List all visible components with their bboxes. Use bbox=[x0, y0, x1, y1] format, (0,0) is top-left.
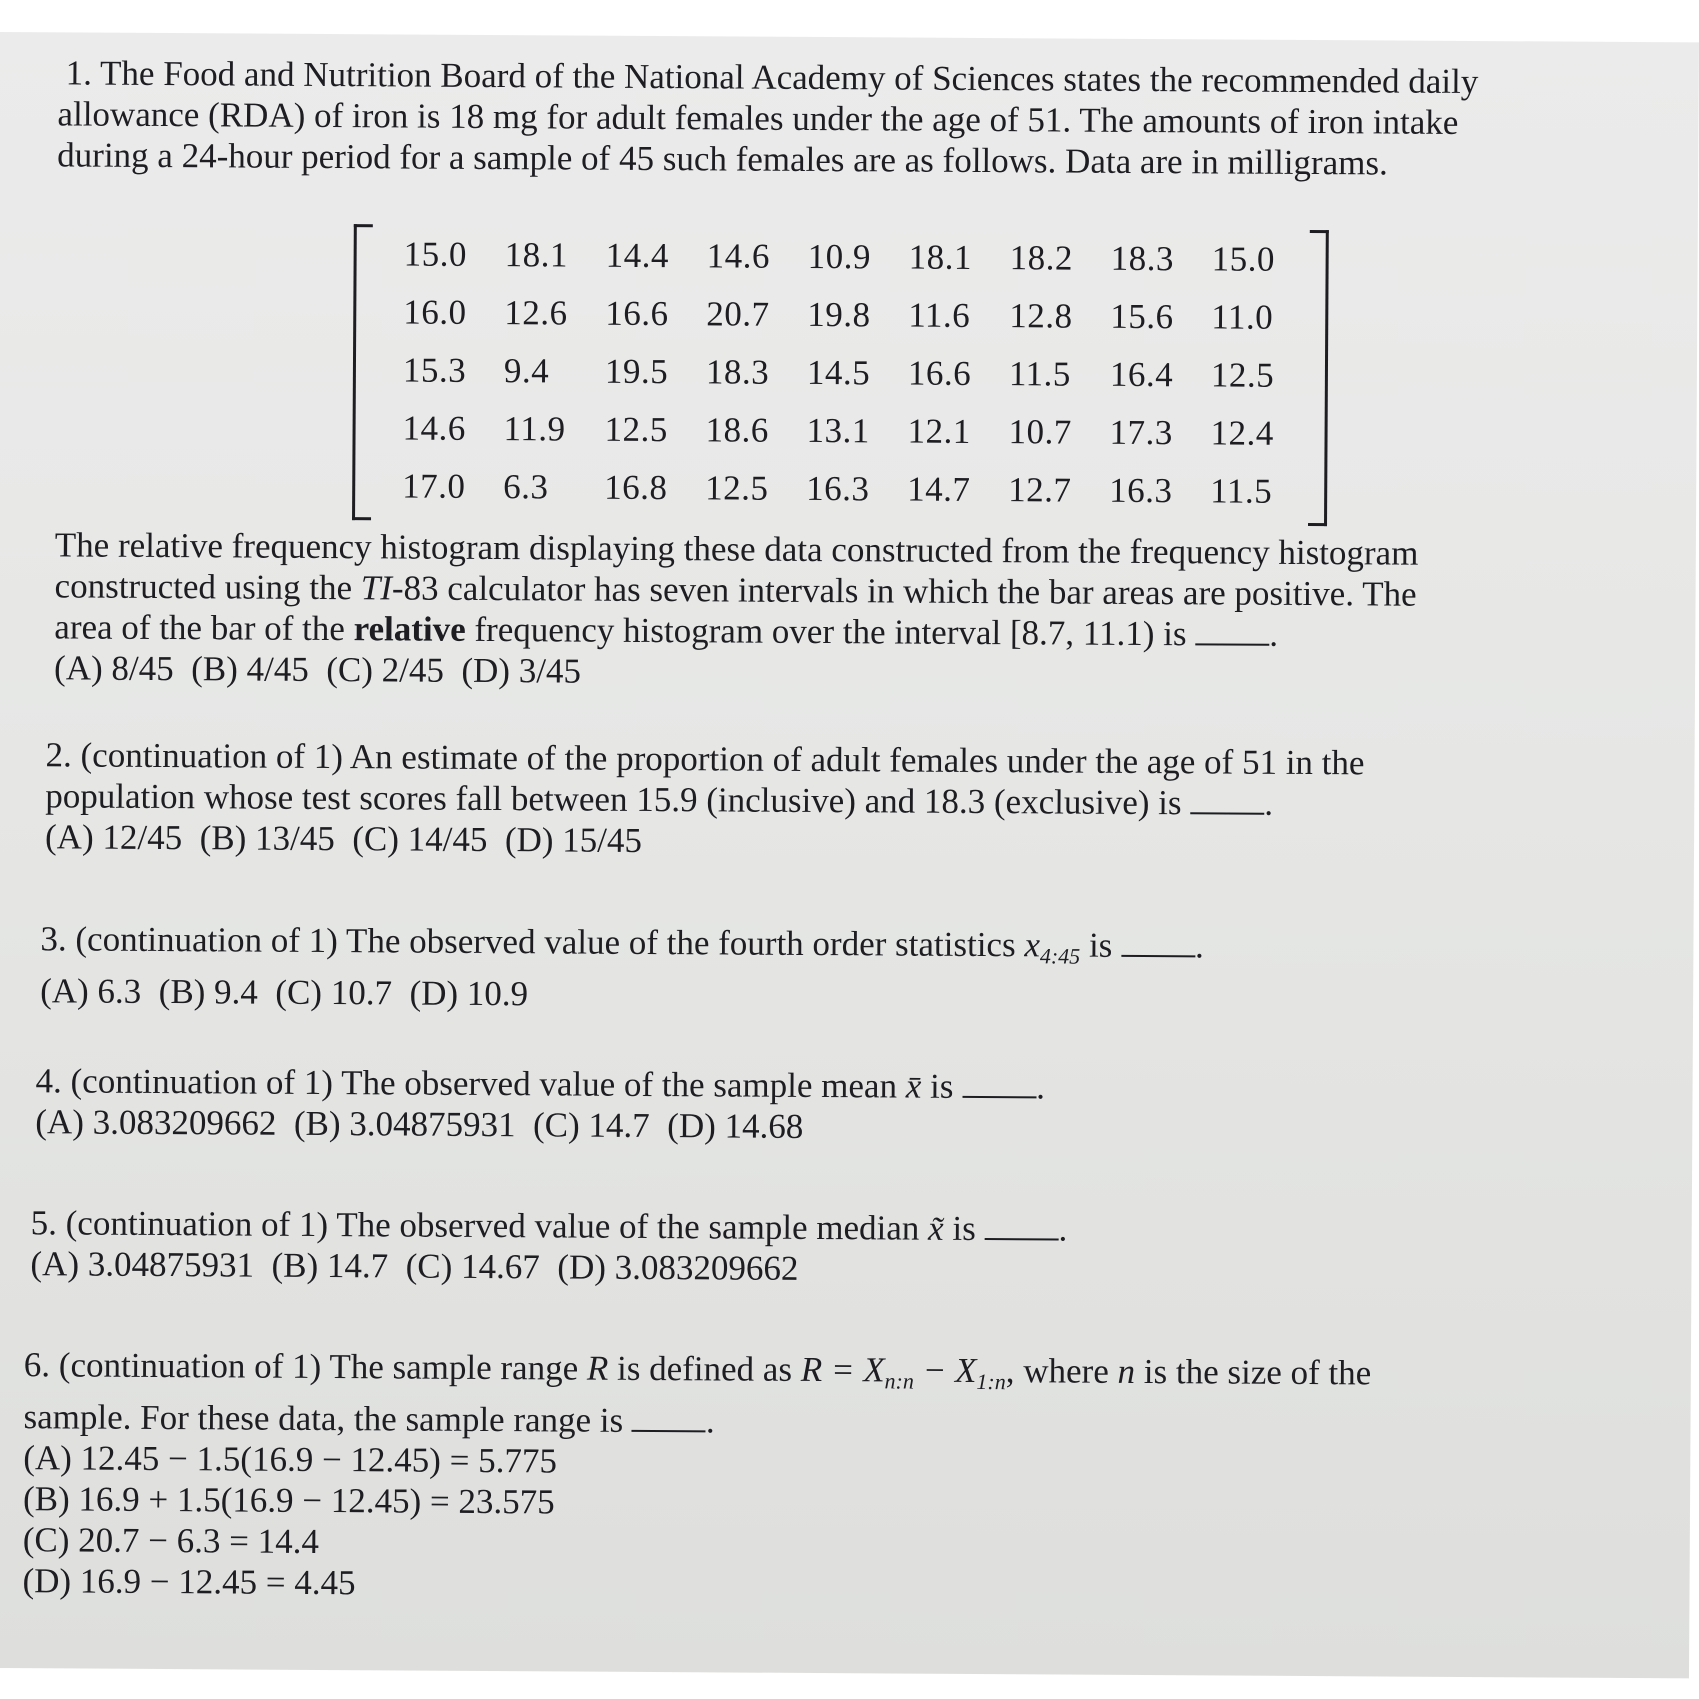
matrix-cell: 16.4 bbox=[1109, 354, 1174, 395]
matrix-left-bracket bbox=[352, 224, 373, 520]
q3-text-1b: is bbox=[1080, 925, 1113, 965]
q1-after-2b: -83 calculator has seven intervals in which the bar areas are positive. The bbox=[391, 568, 1417, 614]
matrix-cell: 12.5 bbox=[604, 409, 668, 450]
q6-text-1c: , where bbox=[1005, 1351, 1118, 1391]
q6-formula-minus: − X bbox=[913, 1350, 977, 1390]
matrix-cell: 16.3 bbox=[1109, 470, 1173, 511]
q4-variable: x̄ bbox=[905, 1066, 922, 1106]
q6-answer-blank bbox=[632, 1402, 706, 1432]
q1-after-3b: frequency histogram over the interval [8.7, 11.1) is bbox=[465, 609, 1187, 654]
q3-text-1a: 3. (continuation of 1) The observed value of the fourth order statistics bbox=[40, 919, 1025, 965]
matrix-cell: 10.9 bbox=[807, 236, 872, 277]
q3-subscript: 4:45 bbox=[1039, 943, 1081, 969]
matrix-cell: 18.1 bbox=[504, 235, 569, 275]
data-matrix bbox=[352, 224, 1329, 520]
q1-after-2a: constructed using the bbox=[54, 566, 361, 608]
matrix-cell: 15.0 bbox=[403, 234, 468, 274]
q1-line-2: allowance (RDA) of iron is 18 mg for adult females under the age of 51. The amounts of iron intake bbox=[57, 94, 1459, 142]
matrix-cell: 12.1 bbox=[907, 411, 971, 451]
q6-option-a: (A) 12.45 − 1.5(16.9 − 12.45) = 5.775 bbox=[23, 1438, 558, 1481]
q1-line-3: during a 24-hour period for a sample of 45 such females are as follows. Data are in milligrams. bbox=[57, 135, 1388, 183]
q6-subscript-1: n:n bbox=[884, 1368, 914, 1394]
q2-answer-blank bbox=[1190, 784, 1264, 814]
q3-options: (A) 6.3 (B) 9.4 (C) 10.7 (D) 10.9 bbox=[40, 971, 529, 1014]
q1-after-1: The relative frequency histogram displaying these data constructed from the frequency histogram bbox=[54, 525, 1419, 573]
q4-answer-blank bbox=[962, 1068, 1036, 1098]
matrix-cell: 12.7 bbox=[1008, 470, 1072, 510]
q6-var-R: R bbox=[586, 1348, 609, 1388]
matrix-cell: 16.3 bbox=[806, 468, 870, 509]
q1-answer-blank bbox=[1195, 615, 1269, 645]
matrix-cell: 12.4 bbox=[1210, 413, 1274, 453]
q4-line-1: 4. (continuation of 1) The observed value of the sample mean x̄ is . bbox=[35, 1061, 1046, 1107]
matrix-cell: 10.7 bbox=[1008, 412, 1072, 452]
matrix-cell: 14.4 bbox=[605, 235, 670, 276]
question-4 bbox=[35, 1060, 1615, 1152]
q5-variable: x̃ bbox=[928, 1208, 944, 1248]
worksheet-page bbox=[0, 32, 1699, 1678]
matrix-cell: 14.6 bbox=[706, 236, 771, 276]
q1-text-1: The Food and Nutrition Board of the National Academy of Sciences states the recommended daily bbox=[100, 53, 1479, 102]
matrix-cell: 11.0 bbox=[1211, 297, 1274, 337]
matrix-cell: 11.9 bbox=[503, 409, 566, 449]
q1-after-3a: area of the bar of the bbox=[54, 607, 354, 649]
q6-text-1d: is the size of the bbox=[1134, 1351, 1372, 1393]
matrix-cell: 18.3 bbox=[1110, 238, 1175, 279]
matrix-cell: 13.1 bbox=[806, 410, 870, 451]
q2-line-1: 2. (continuation of 1) An estimate of the proportion of adult females under the age of 51 in the bbox=[45, 735, 1365, 783]
matrix-cell: 17.3 bbox=[1109, 412, 1173, 453]
matrix-cell: 11.6 bbox=[908, 295, 971, 335]
matrix-cell: 16.6 bbox=[605, 293, 669, 334]
q6-text-2: sample. For these data, the sample range is bbox=[23, 1397, 624, 1440]
question-5 bbox=[30, 1202, 1610, 1294]
question-3 bbox=[40, 918, 1621, 1021]
matrix-cell: 19.5 bbox=[604, 351, 669, 392]
matrix-cell: 11.5 bbox=[1008, 354, 1072, 394]
matrix-cell: 16.6 bbox=[907, 353, 972, 393]
q2-text-2: population whose test scores fall between 15.9 (inclusive) and 18.3 (exclusive) is bbox=[45, 776, 1182, 823]
question-6 bbox=[22, 1344, 1624, 1611]
q6-subscript-2: 1:n bbox=[976, 1368, 1006, 1395]
q5-text-1b: is bbox=[943, 1208, 976, 1248]
matrix-cell: 15.6 bbox=[1110, 296, 1174, 337]
matrix-cell: 20.7 bbox=[706, 294, 770, 334]
q4-text-1a: 4. (continuation of 1) The observed value of the sample mean bbox=[35, 1061, 906, 1106]
matrix-cell: 12.5 bbox=[1210, 355, 1275, 395]
q5-line-1: 5. (continuation of 1) The observed value of the sample median x̃ is . bbox=[30, 1203, 1068, 1249]
matrix-cell: 14.7 bbox=[907, 469, 971, 509]
q2-line-2: population whose test scores fall between 15.9 (inclusive) and 18.3 (exclusive) is . bbox=[45, 776, 1274, 823]
matrix-cell: 12.8 bbox=[1009, 296, 1073, 336]
q5-answer-blank bbox=[984, 1210, 1058, 1240]
matrix-grid bbox=[402, 234, 1313, 530]
q6-var-n: n bbox=[1117, 1351, 1136, 1391]
q6-option-d: (D) 16.9 − 12.45 = 4.45 bbox=[22, 1561, 356, 1603]
matrix-cell: 18.1 bbox=[908, 237, 973, 277]
q1-bold-relative: relative bbox=[353, 609, 466, 649]
question-2 bbox=[45, 734, 1626, 867]
matrix-cell: 11.5 bbox=[1210, 471, 1273, 511]
q2-options: (A) 12/45 (B) 13/45 (C) 14/45 (D) 15/45 bbox=[44, 817, 643, 860]
matrix-cell: 18.6 bbox=[705, 410, 769, 450]
q6-text-1b: is defined as bbox=[608, 1348, 801, 1389]
q1-ti-label: TI bbox=[360, 568, 393, 608]
q6-formula: R = X bbox=[800, 1349, 885, 1390]
q6-text-1a: 6. (continuation of 1) The sample range bbox=[23, 1345, 588, 1388]
matrix-cell: 16.8 bbox=[604, 467, 668, 508]
q3-variable: x bbox=[1024, 925, 1041, 965]
matrix-cell: 16.0 bbox=[403, 292, 467, 332]
q1-number: 1. bbox=[65, 53, 93, 93]
q1-after-3: area of the bar of the relative frequency histogram over the interval [8.7, 11.1) is . bbox=[54, 607, 1279, 654]
matrix-cell: 12.5 bbox=[705, 468, 769, 508]
matrix-cell: 9.4 bbox=[503, 351, 550, 391]
matrix-cell: 17.0 bbox=[402, 466, 466, 506]
q6-option-b: (B) 16.9 + 1.5(16.9 − 12.45) = 23.575 bbox=[22, 1479, 555, 1522]
q3-line-1: 3. (continuation of 1) The observed value of the fourth order statistics $x_{4:45}$ is . bbox=[40, 919, 1204, 969]
matrix-cell: 15.3 bbox=[402, 350, 467, 390]
q5-text-1a: 5. (continuation of 1) The observed value of the sample median bbox=[30, 1203, 929, 1248]
q4-options: (A) 3.083209662 (B) 3.04875931 (C) 14.7 (D) 14.68 bbox=[35, 1102, 804, 1146]
q6-option-c: (C) 20.7 − 6.3 = 14.4 bbox=[22, 1520, 320, 1561]
q5-options: (A) 3.04875931 (B) 14.7 (C) 14.67 (D) 3.083209662 bbox=[30, 1244, 799, 1288]
q4-text-1b: is bbox=[921, 1066, 954, 1106]
matrix-cell: 19.8 bbox=[807, 294, 871, 335]
q3-answer-blank bbox=[1121, 927, 1195, 957]
matrix-cell: 14.5 bbox=[806, 352, 871, 393]
question-1 bbox=[57, 52, 1626, 185]
matrix-cell: 18.2 bbox=[1009, 238, 1074, 278]
q1-options: (A) 8/45 (B) 4/45 (C) 2/45 (D) 3/45 bbox=[53, 648, 582, 691]
matrix-cell: 15.0 bbox=[1211, 239, 1276, 279]
q6-line-2: sample. For these data, the sample range is . bbox=[23, 1397, 715, 1441]
question-1-continued bbox=[54, 524, 1635, 698]
matrix-cell: 18.3 bbox=[705, 352, 770, 392]
matrix-cell: 12.6 bbox=[504, 293, 568, 333]
matrix-cell: 6.3 bbox=[503, 467, 549, 507]
matrix-cell: 14.6 bbox=[402, 408, 466, 448]
